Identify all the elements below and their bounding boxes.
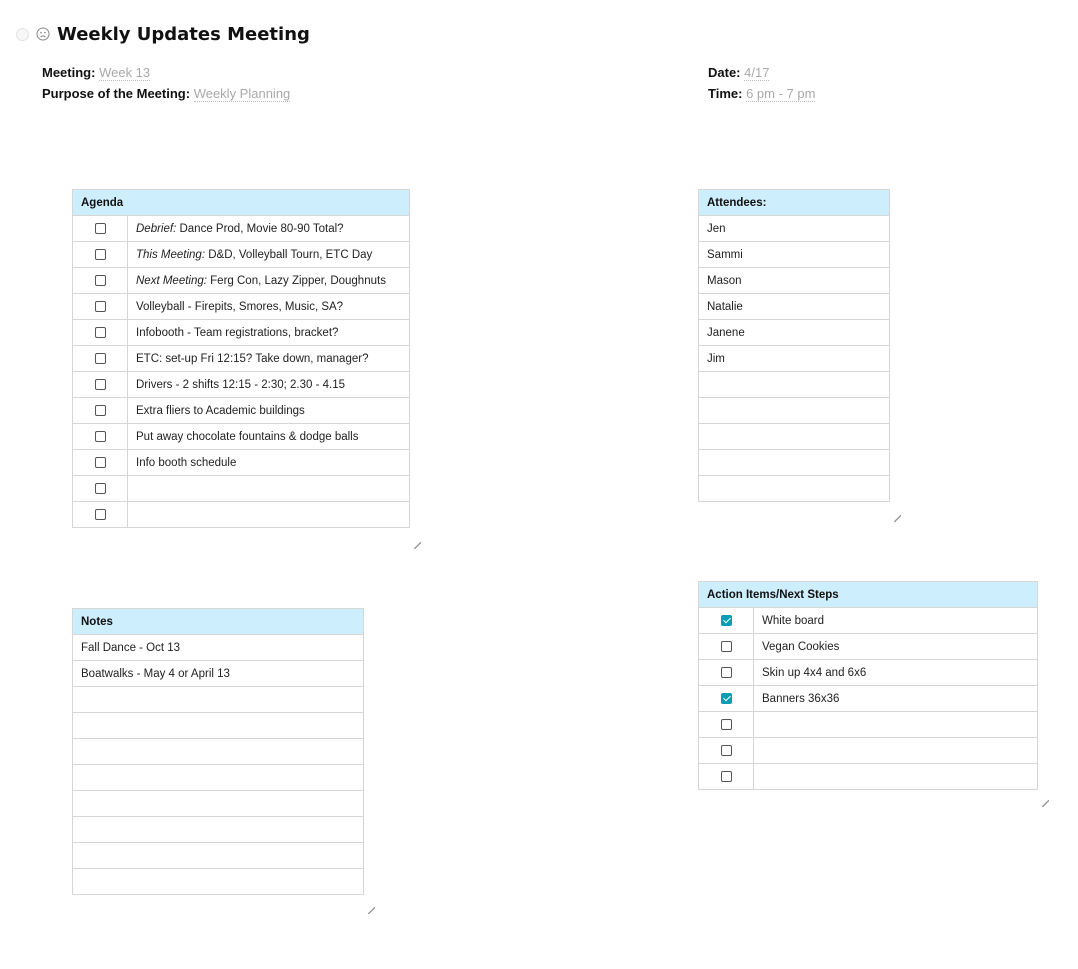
item-text-cell[interactable] <box>754 738 1038 764</box>
item-text-cell[interactable] <box>754 712 1038 738</box>
checkbox-cell <box>73 294 128 320</box>
attendee-row <box>699 450 890 476</box>
agenda-row <box>73 346 410 372</box>
item-text-cell[interactable] <box>754 764 1038 790</box>
checkbox[interactable] <box>95 431 106 442</box>
item-text: ETC: set-up Fri 12:15? Take down, manager? <box>136 352 369 365</box>
note-row-cell[interactable]: Boatwalks - May 4 or April 13 <box>73 661 364 687</box>
checkbox-cell <box>699 634 754 660</box>
action-items-resize-handle[interactable] <box>1042 800 1049 807</box>
item-text-cell[interactable] <box>128 216 410 242</box>
checkbox[interactable] <box>721 745 732 756</box>
note-row <box>73 765 364 791</box>
agenda-row <box>73 294 410 320</box>
attendee-row <box>699 476 890 502</box>
attendee-row-cell[interactable] <box>699 372 890 398</box>
attendee-row <box>699 424 890 450</box>
checkbox[interactable] <box>95 405 106 416</box>
item-text: Vegan Cookies <box>762 640 840 653</box>
checkbox[interactable] <box>95 353 106 364</box>
attendees-table <box>698 189 890 502</box>
item-text-cell[interactable] <box>754 634 1038 660</box>
action-item-row <box>699 764 1038 790</box>
note-row <box>73 817 364 843</box>
attendee-row-cell[interactable]: Natalie <box>699 294 890 320</box>
action-item-row <box>699 634 1038 660</box>
date-value[interactable]: 4/17 <box>744 65 770 80</box>
attendee-row <box>699 242 890 268</box>
meeting-label: Meeting: <box>42 65 96 80</box>
agenda-row <box>73 476 410 502</box>
time-value[interactable]: 6 pm - 7 pm <box>746 86 816 101</box>
item-prefix: Next Meeting: <box>136 274 207 287</box>
checkbox[interactable] <box>95 379 106 390</box>
action-items-table <box>698 581 1038 790</box>
note-row-cell[interactable] <box>73 713 364 739</box>
note-row-cell[interactable] <box>73 817 364 843</box>
attendee-row-cell[interactable] <box>699 424 890 450</box>
checkbox-cell <box>699 738 754 764</box>
item-text: Dance Prod, Movie 80-90 Total? <box>176 222 344 235</box>
checkbox-cell <box>73 450 128 476</box>
item-text: Info booth schedule <box>136 456 237 469</box>
item-text: Skin up 4x4 and 6x6 <box>762 666 867 679</box>
checked-checkbox[interactable] <box>721 693 732 704</box>
note-row <box>73 843 364 869</box>
agenda-row <box>73 242 410 268</box>
meeting-meta-right <box>708 62 815 104</box>
note-row-cell[interactable] <box>73 687 364 713</box>
purpose-value[interactable]: Weekly Planning <box>193 86 291 101</box>
note-row <box>73 635 364 661</box>
checkbox[interactable] <box>95 301 106 312</box>
checkbox[interactable] <box>721 719 732 730</box>
emoji-face-icon[interactable] <box>36 27 50 41</box>
attendee-row <box>699 398 890 424</box>
checkbox[interactable] <box>95 483 106 494</box>
item-text-cell[interactable] <box>128 372 410 398</box>
note-row-cell[interactable]: Fall Dance - Oct 13 <box>73 635 364 661</box>
item-text: Infobooth - Team registrations, bracket? <box>136 326 339 339</box>
checkbox-cell <box>73 242 128 268</box>
note-row-cell[interactable] <box>73 869 364 895</box>
status-dot-icon[interactable] <box>16 28 29 41</box>
agenda-table <box>72 189 410 528</box>
agenda-resize-handle[interactable] <box>414 542 421 549</box>
attendee-row-cell[interactable]: Sammi <box>699 242 890 268</box>
item-text: Banners 36x36 <box>762 692 840 705</box>
attendee-row <box>699 268 890 294</box>
note-row-cell[interactable] <box>73 843 364 869</box>
attendee-row <box>699 216 890 242</box>
note-row-cell[interactable] <box>73 791 364 817</box>
date-label: Date: <box>708 65 741 80</box>
item-text-cell[interactable] <box>754 686 1038 712</box>
item-text: D&D, Volleyball Tourn, ETC Day <box>205 248 373 261</box>
attendee-row-cell[interactable]: Jen <box>699 216 890 242</box>
attendee-row <box>699 346 890 372</box>
checkbox[interactable] <box>95 457 106 468</box>
note-row-cell[interactable] <box>73 765 364 791</box>
agenda-row <box>73 372 410 398</box>
checkbox[interactable] <box>95 223 106 234</box>
checked-checkbox[interactable] <box>721 615 732 626</box>
attendee-row-cell[interactable] <box>699 450 890 476</box>
note-row <box>73 791 364 817</box>
checkbox-cell <box>73 502 128 528</box>
agenda-row <box>73 398 410 424</box>
attendee-row-cell[interactable] <box>699 398 890 424</box>
item-text: Put away chocolate fountains & dodge balls <box>136 430 359 443</box>
checkbox[interactable] <box>95 249 106 260</box>
note-row-cell[interactable] <box>73 739 364 765</box>
note-row <box>73 661 364 687</box>
agenda-row <box>73 502 410 528</box>
note-row <box>73 687 364 713</box>
checkbox-cell <box>699 764 754 790</box>
checkbox-cell <box>73 424 128 450</box>
meeting-value[interactable]: Week 13 <box>99 65 151 80</box>
item-text-cell[interactable] <box>128 346 410 372</box>
checkbox[interactable] <box>95 275 106 286</box>
action-item-row <box>699 712 1038 738</box>
attendee-row-cell[interactable]: Mason <box>699 268 890 294</box>
checkbox-cell <box>73 346 128 372</box>
title-row <box>16 21 310 47</box>
checkbox-cell <box>73 398 128 424</box>
checkbox-cell <box>73 216 128 242</box>
action-item-row <box>699 660 1038 686</box>
checkbox[interactable] <box>95 327 106 338</box>
attendee-row <box>699 372 890 398</box>
item-text-cell[interactable] <box>128 502 410 528</box>
item-prefix: Debrief: <box>136 222 177 235</box>
time-label: Time: <box>708 86 743 101</box>
item-text-cell[interactable] <box>128 242 410 268</box>
attendees-resize-handle[interactable] <box>894 515 901 522</box>
attendee-row <box>699 294 890 320</box>
agenda-row <box>73 320 410 346</box>
checkbox-cell <box>73 320 128 346</box>
attendee-row-cell[interactable] <box>699 476 890 502</box>
attendee-row-cell[interactable]: Jim <box>699 346 890 372</box>
notes-resize-handle[interactable] <box>368 907 375 914</box>
item-text-cell[interactable] <box>128 450 410 476</box>
action-items-header: Action Items/Next Steps <box>699 582 1038 608</box>
action-item-row <box>699 686 1038 712</box>
note-row <box>73 869 364 895</box>
agenda-row <box>73 216 410 242</box>
agenda-header: Agenda <box>73 190 410 216</box>
checkbox-cell <box>73 268 128 294</box>
checkbox[interactable] <box>721 641 732 652</box>
purpose-label: Purpose of the Meeting: <box>42 86 191 101</box>
page-title[interactable]: Weekly Updates Meeting <box>57 23 310 45</box>
attendee-row-cell[interactable]: Janene <box>699 320 890 346</box>
item-text: Ferg Con, Lazy Zipper, Doughnuts <box>206 274 386 287</box>
agenda-row <box>73 450 410 476</box>
checkbox[interactable] <box>721 771 732 782</box>
checkbox[interactable] <box>95 509 106 520</box>
item-text-cell[interactable] <box>128 294 410 320</box>
item-text: Extra fliers to Academic buildings <box>136 404 305 417</box>
item-text-cell[interactable] <box>754 660 1038 686</box>
attendees-header: Attendees: <box>699 190 890 216</box>
item-text-cell[interactable] <box>128 268 410 294</box>
agenda-row <box>73 424 410 450</box>
item-text: Drivers - 2 shifts 12:15 - 2:30; 2.30 - 4.15 <box>136 378 346 391</box>
item-text-cell[interactable] <box>128 424 410 450</box>
notes-table <box>72 608 364 895</box>
checkbox-cell <box>699 660 754 686</box>
item-prefix: This Meeting: <box>136 248 206 261</box>
note-row <box>73 739 364 765</box>
attendee-row <box>699 320 890 346</box>
item-text: White board <box>762 614 825 627</box>
notes-header: Notes <box>73 609 364 635</box>
checkbox-cell <box>699 686 754 712</box>
checkbox[interactable] <box>721 667 732 678</box>
action-item-row <box>699 608 1038 634</box>
item-text-cell[interactable] <box>128 320 410 346</box>
item-text-cell[interactable] <box>754 608 1038 634</box>
action-item-row <box>699 738 1038 764</box>
checkbox-cell <box>699 712 754 738</box>
agenda-row <box>73 268 410 294</box>
item-text-cell[interactable] <box>128 398 410 424</box>
note-row <box>73 713 364 739</box>
item-text-cell[interactable] <box>128 476 410 502</box>
checkbox-cell <box>73 476 128 502</box>
checkbox-cell <box>73 372 128 398</box>
checkbox-cell <box>699 608 754 634</box>
item-text: Volleyball - Firepits, Smores, Music, SA? <box>136 300 344 313</box>
meeting-meta-left <box>42 62 290 104</box>
